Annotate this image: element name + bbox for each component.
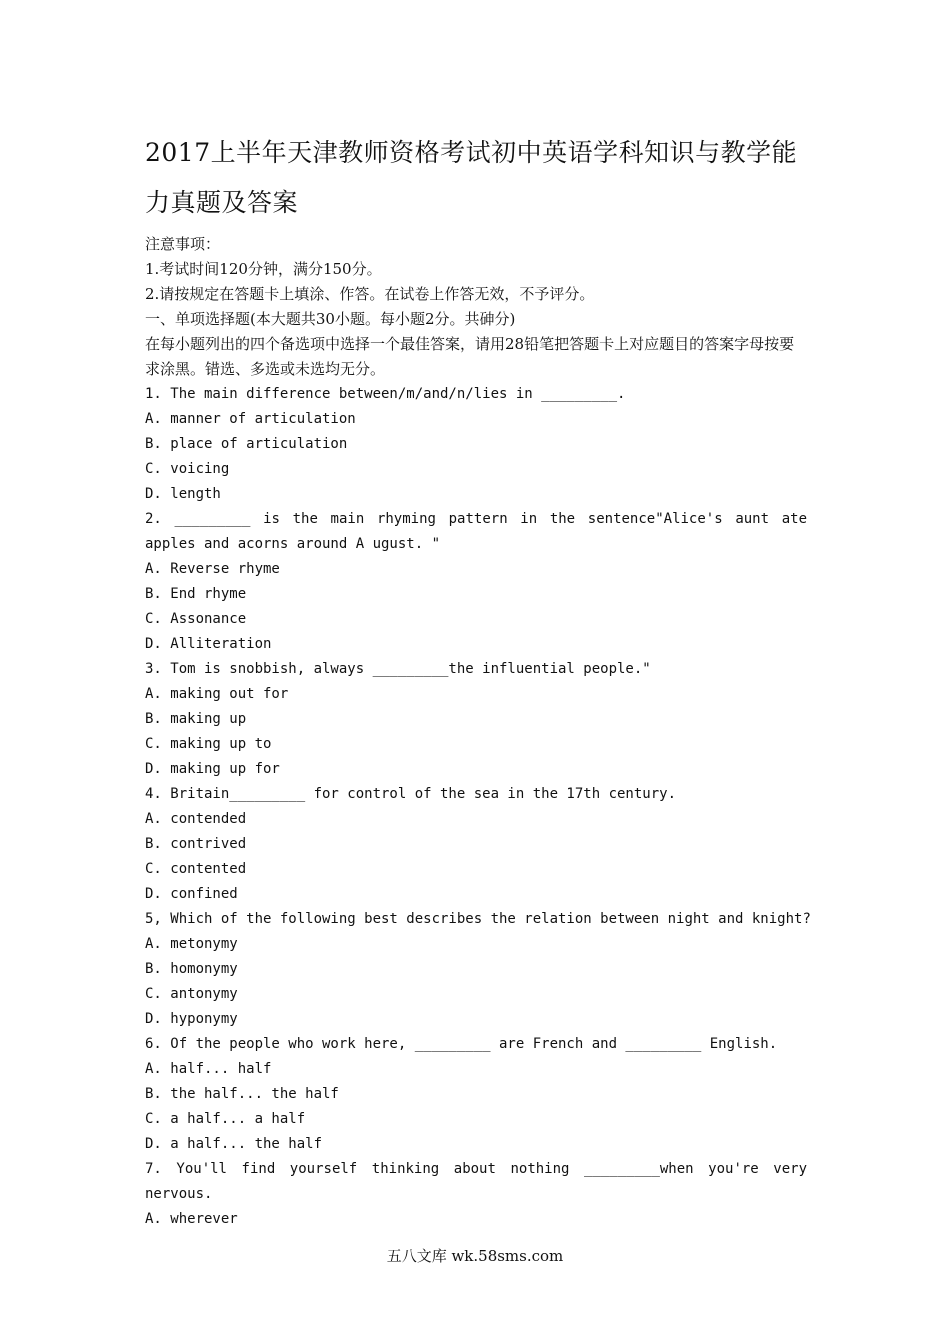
option-a: A. making out for xyxy=(145,686,289,702)
option-a: A. Reverse rhyme xyxy=(145,561,280,577)
option-b: B. making up xyxy=(145,711,247,727)
option-d: D. Alliteration xyxy=(145,636,272,652)
question-stem: 2. _________ is the main rhyming pattern in the sentence"Alice's aunt ate apples and acorns around A ugust. " xyxy=(145,511,807,552)
option-b: B. the half... the half xyxy=(145,1086,339,1102)
section-heading: 一、单项选择题(本大题共30小题。每小题2分。共砷分) xyxy=(145,310,516,328)
option-c: C. making up to xyxy=(145,736,272,752)
document-page xyxy=(145,128,811,1232)
option-c: C. a half... a half xyxy=(145,1111,306,1127)
option-d: D. hyponymy xyxy=(145,1011,238,1027)
option-c: C. contented xyxy=(145,861,247,877)
notice-heading: 注意事项： xyxy=(145,235,221,253)
option-a: A. metonymy xyxy=(145,936,238,952)
section-instruction: 在每小题列出的四个备选项中选择一个最佳答案，请用28铅笔把答题卡上对应题目的答案字母按要求涂黑。错选、多选或未选均无分。 xyxy=(145,335,795,378)
question-stem: 3. Tom is snobbish, always _________the influential people." xyxy=(145,661,651,677)
option-c: C. Assonance xyxy=(145,611,247,627)
option-a: A. half... half xyxy=(145,1061,272,1077)
option-a: A. manner of articulation xyxy=(145,411,356,427)
option-d: D. making up for xyxy=(145,761,280,777)
question-stem: 5, Which of the following best describes the relation between night and knight? xyxy=(145,911,811,927)
option-c: C. voicing xyxy=(145,461,230,477)
option-d: D. confined xyxy=(145,886,238,902)
option-b: B. contrived xyxy=(145,836,247,852)
question-stem: 4. Britain_________ for control of the sea in the 17th century. xyxy=(145,786,677,802)
option-b: B. place of articulation xyxy=(145,436,348,452)
document-title: 2017上半年天津教师资格考试初中英语学科知识与教学能力真题及答案 xyxy=(145,138,798,217)
page-footer: 五八文库 wk.58sms.com xyxy=(386,1247,564,1265)
option-a: A. contended xyxy=(145,811,247,827)
notice-item: 2.请按规定在答题卡上填涂、作答。在试卷上作答无效，不予评分。 xyxy=(145,285,595,303)
notice-item: 1.考试时间120分钟，满分150分。 xyxy=(145,260,382,278)
option-b: B. homonymy xyxy=(145,961,238,977)
option-c: C. antonymy xyxy=(145,986,238,1002)
option-b: B. End rhyme xyxy=(145,586,247,602)
question-stem: 6. Of the people who work here, _________ are French and _________ English. xyxy=(145,1036,778,1052)
option-a: A. wherever xyxy=(145,1211,238,1227)
option-d: D. a half... the half xyxy=(145,1136,323,1152)
question-stem: 1. The main difference between/m/and/n/lies in _________. xyxy=(145,386,626,402)
option-d: D. length xyxy=(145,486,221,502)
question-stem: 7. You'll find yourself thinking about nothing _________when you're very nervous. xyxy=(145,1161,807,1202)
